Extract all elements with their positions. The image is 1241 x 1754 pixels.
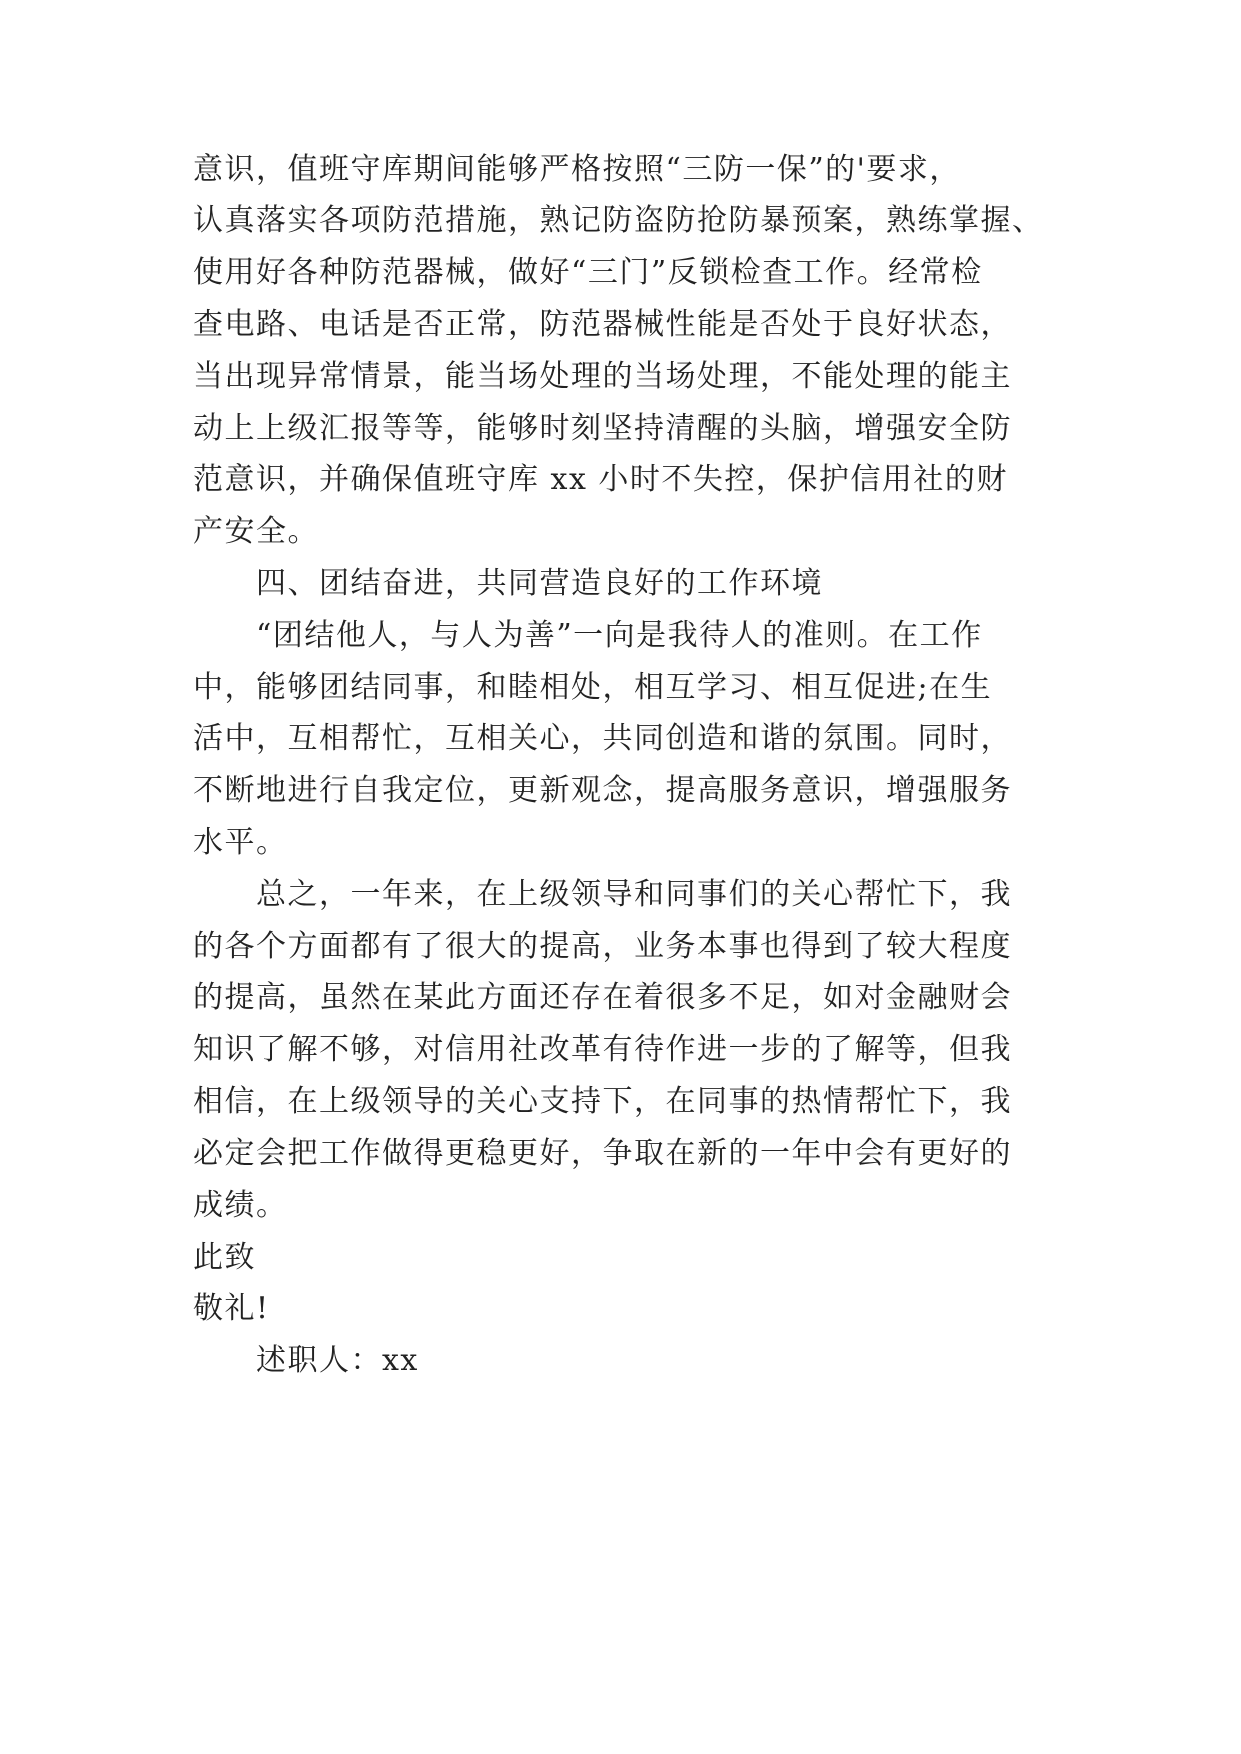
- text-line: 当出现异常情景，能当场处理的当场处理，不能处理的能主: [193, 359, 1012, 394]
- signature-line: 述职人：xx: [256, 1343, 419, 1378]
- section-heading: 四、团结奋进，共同营造良好的工作环境: [256, 566, 823, 601]
- text-line: 相信，在上级领导的关心支持下，在同事的热情帮忙下，我: [193, 1084, 1012, 1119]
- text-line: 使用好各种防范器械，做好“三门”反锁检查工作。经常检: [193, 255, 983, 290]
- text-line: 意识，值班守库期间能够严格按照“三防一保”的'要求，: [193, 152, 961, 187]
- text-line: 认真落实各项防范措施，熟记防盗防抢防暴预案，熟练掌握、: [193, 203, 1044, 238]
- text-line: 的提高，虽然在某此方面还存在着很多不足，如对金融财会: [193, 980, 1012, 1015]
- text-line: 不断地进行自我定位，更新观念，提高服务意识，增强服务: [193, 773, 1012, 808]
- text-line: 查电路、电话是否正常，防范器械性能是否处于良好状态，: [193, 307, 1012, 342]
- closing-regards: 敬礼!: [193, 1291, 270, 1326]
- text-line: 知识了解不够，对信用社改革有待作进一步的了解等，但我: [193, 1032, 1012, 1067]
- text-line: 活中，互相帮忙，互相关心，共同创造和谐的氛围。同时，: [193, 721, 1012, 756]
- text-line: 成绩。: [193, 1188, 288, 1223]
- text-line: 范意识，并确保值班守库 xx 小时不失控，保护信用社的财: [193, 462, 1008, 497]
- text-line: 中，能够团结同事，和睦相处，相互学习、相互促进;在生: [193, 670, 993, 705]
- text-line: 产安全。: [193, 514, 319, 549]
- text-line: 必定会把工作做得更稳更好，争取在新的一年中会有更好的: [193, 1136, 1012, 1171]
- text-line: “团结他人，与人为善”一向是我待人的准则。在工作: [256, 618, 983, 653]
- text-line: 动上上级汇报等等，能够时刻坚持清醒的头脑，增强安全防: [193, 411, 1012, 446]
- text-line: 总之，一年来，在上级领导和同事们的关心帮忙下，我: [256, 877, 1012, 912]
- text-line: 水平。: [193, 825, 288, 860]
- closing-salutation: 此致: [193, 1240, 256, 1275]
- text-line: 的各个方面都有了很大的提高，业务本事也得到了较大程度: [193, 929, 1012, 964]
